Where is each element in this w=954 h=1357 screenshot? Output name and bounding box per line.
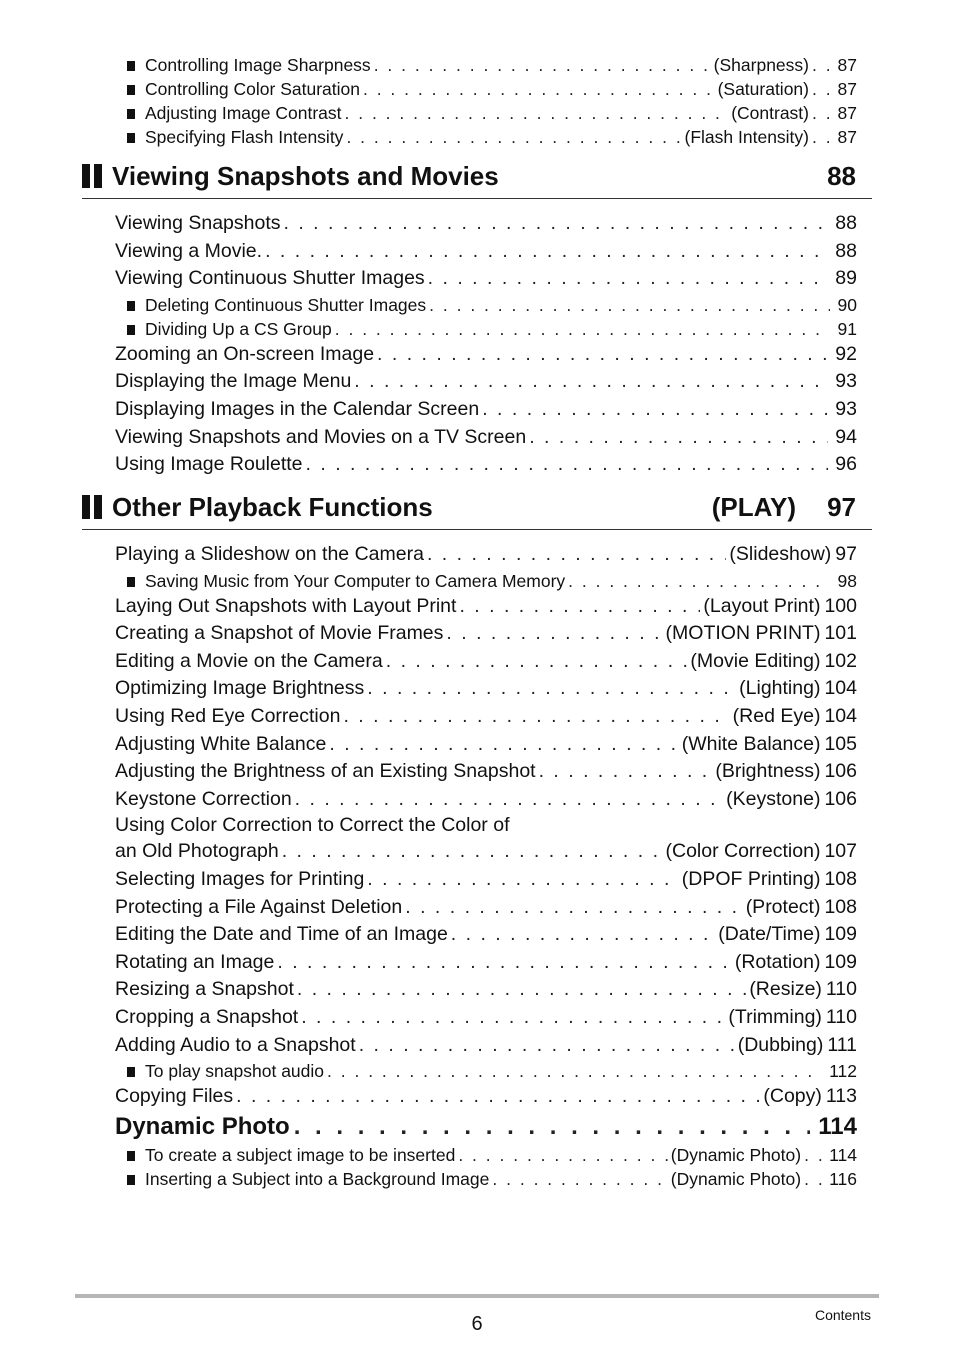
toc-entry[interactable]: Editing the Date and Time of an Image . . . (Date/Time) 109 — [115, 921, 857, 949]
toc-entry[interactable]: Adjusting Image Contrast . . . (Contrast) . . . 87 — [115, 101, 857, 125]
toc-entry[interactable]: an Old Photograph . . . (Color Correction) 107 — [115, 838, 857, 866]
toc-entry-line1[interactable]: Using Color Correction to Correct the Color of — [115, 814, 510, 837]
section1-entries — [115, 210, 857, 479]
toc-entry[interactable]: Displaying the Image Menu . . . 93 — [115, 368, 857, 396]
bullet-icon — [127, 1175, 135, 1185]
page-number: 6 — [471, 1313, 483, 1335]
toc-entry[interactable]: Optimizing Image Brightness . . . (Lighting) 104 — [115, 675, 857, 703]
toc-entry[interactable]: Copying Files . . . (Copy) 113 — [115, 1083, 857, 1111]
toc-entry[interactable]: Adjusting the Brightness of an Existing Snapshot . . . (Brightness) 106 — [115, 758, 857, 786]
toc-entry-dynamic-photo[interactable]: Dynamic Photo . . . 114 — [115, 1111, 857, 1143]
bullet-icon — [127, 1067, 135, 1077]
section-page: 88 — [827, 161, 856, 191]
bullet-icon — [127, 85, 135, 95]
section-marker-icon — [82, 164, 104, 188]
toc-entry[interactable]: Inserting a Subject into a Background Image . . . (Dynamic Photo) . . . 116 — [115, 1167, 857, 1191]
toc-entry[interactable]: Viewing a Movie. . . . 88 — [115, 238, 857, 266]
bullet-icon — [127, 133, 135, 143]
section-marker-icon — [82, 495, 104, 519]
toc-entry[interactable]: Using Red Eye Correction . . . (Red Eye) 104 — [115, 703, 857, 731]
bullet-icon — [127, 109, 135, 119]
toc-entry[interactable]: Deleting Continuous Shutter Images . . . 90 — [115, 293, 857, 317]
toc-entry[interactable]: Viewing Continuous Shutter Images . . . 89 — [115, 265, 857, 293]
toc-entry[interactable]: Zooming an On-screen Image . . . 92 — [115, 341, 857, 369]
toc-entry[interactable]: Adding Audio to a Snapshot . . . (Dubbing) 111 — [115, 1032, 857, 1060]
section2-entries — [115, 541, 857, 1191]
toc-entry[interactable]: Rotating an Image . . . (Rotation) 109 — [115, 949, 857, 977]
bullet-icon — [127, 61, 135, 71]
toc-entry[interactable]: Playing a Slideshow on the Camera . . . (Slideshow) 97 — [115, 541, 857, 569]
section-ref: (PLAY) — [711, 492, 796, 522]
toc-entry[interactable]: Laying Out Snapshots with Layout Print . . . (Layout Print) 100 — [115, 593, 857, 621]
toc-top-block — [115, 53, 857, 149]
toc-entry[interactable]: Dividing Up a CS Group . . . 91 — [115, 317, 857, 341]
toc-entry[interactable]: Keystone Correction . . . (Keystone) 106 — [115, 786, 857, 814]
footer-rule — [75, 1294, 879, 1298]
toc-entry[interactable]: Editing a Movie on the Camera . . . (Movie Editing) 102 — [115, 648, 857, 676]
toc-entry[interactable]: Viewing Snapshots . . . 88 — [115, 210, 857, 238]
toc-entry[interactable]: To play snapshot audio . . . 112 — [115, 1059, 857, 1083]
bullet-icon — [127, 577, 135, 587]
section-page: 97 — [827, 492, 856, 522]
toc-entry[interactable]: Adjusting White Balance . . . (White Balance) 105 — [115, 731, 857, 759]
toc-entry[interactable]: Using Image Roulette . . . 96 — [115, 451, 857, 479]
toc-entry[interactable]: To create a subject image to be inserted . . . (Dynamic Photo) . . . 114 — [115, 1143, 857, 1167]
bullet-icon — [127, 1151, 135, 1161]
section-heading-playback[interactable] — [82, 489, 872, 530]
toc-entry[interactable]: Resizing a Snapshot . . . (Resize) 110 — [115, 976, 857, 1004]
toc-entry[interactable]: Controlling Color Saturation . . . (Saturation) . . . 87 — [115, 77, 857, 101]
toc-entry[interactable]: Cropping a Snapshot . . . (Trimming) 110 — [115, 1004, 857, 1032]
toc-entry[interactable]: Selecting Images for Printing . . . (DPOF Printing) 108 — [115, 866, 857, 894]
toc-entry[interactable]: Displaying Images in the Calendar Screen . . . 93 — [115, 396, 857, 424]
bullet-icon — [127, 301, 135, 311]
toc-entry[interactable]: Creating a Snapshot of Movie Frames . . . (MOTION PRINT) 101 — [115, 620, 857, 648]
toc-entry[interactable]: Controlling Image Sharpness . . . (Sharpness) . . . 87 — [115, 53, 857, 77]
toc-entry[interactable]: Protecting a File Against Deletion . . . (Protect) 108 — [115, 894, 857, 922]
section-title: Viewing Snapshots and Movies — [112, 161, 499, 191]
toc-entry[interactable]: Saving Music from Your Computer to Camera Memory . . . 98 — [115, 569, 857, 593]
section-heading-viewing[interactable] — [82, 158, 872, 199]
footer-label[interactable]: Contents — [814, 1307, 871, 1323]
toc-entry[interactable]: Viewing Snapshots and Movies on a TV Screen . . . 94 — [115, 424, 857, 452]
bullet-icon — [127, 325, 135, 335]
section-title: Other Playback Functions — [112, 492, 433, 522]
toc-entry[interactable]: Specifying Flash Intensity . . . (Flash Intensity) . . . 87 — [115, 125, 857, 149]
